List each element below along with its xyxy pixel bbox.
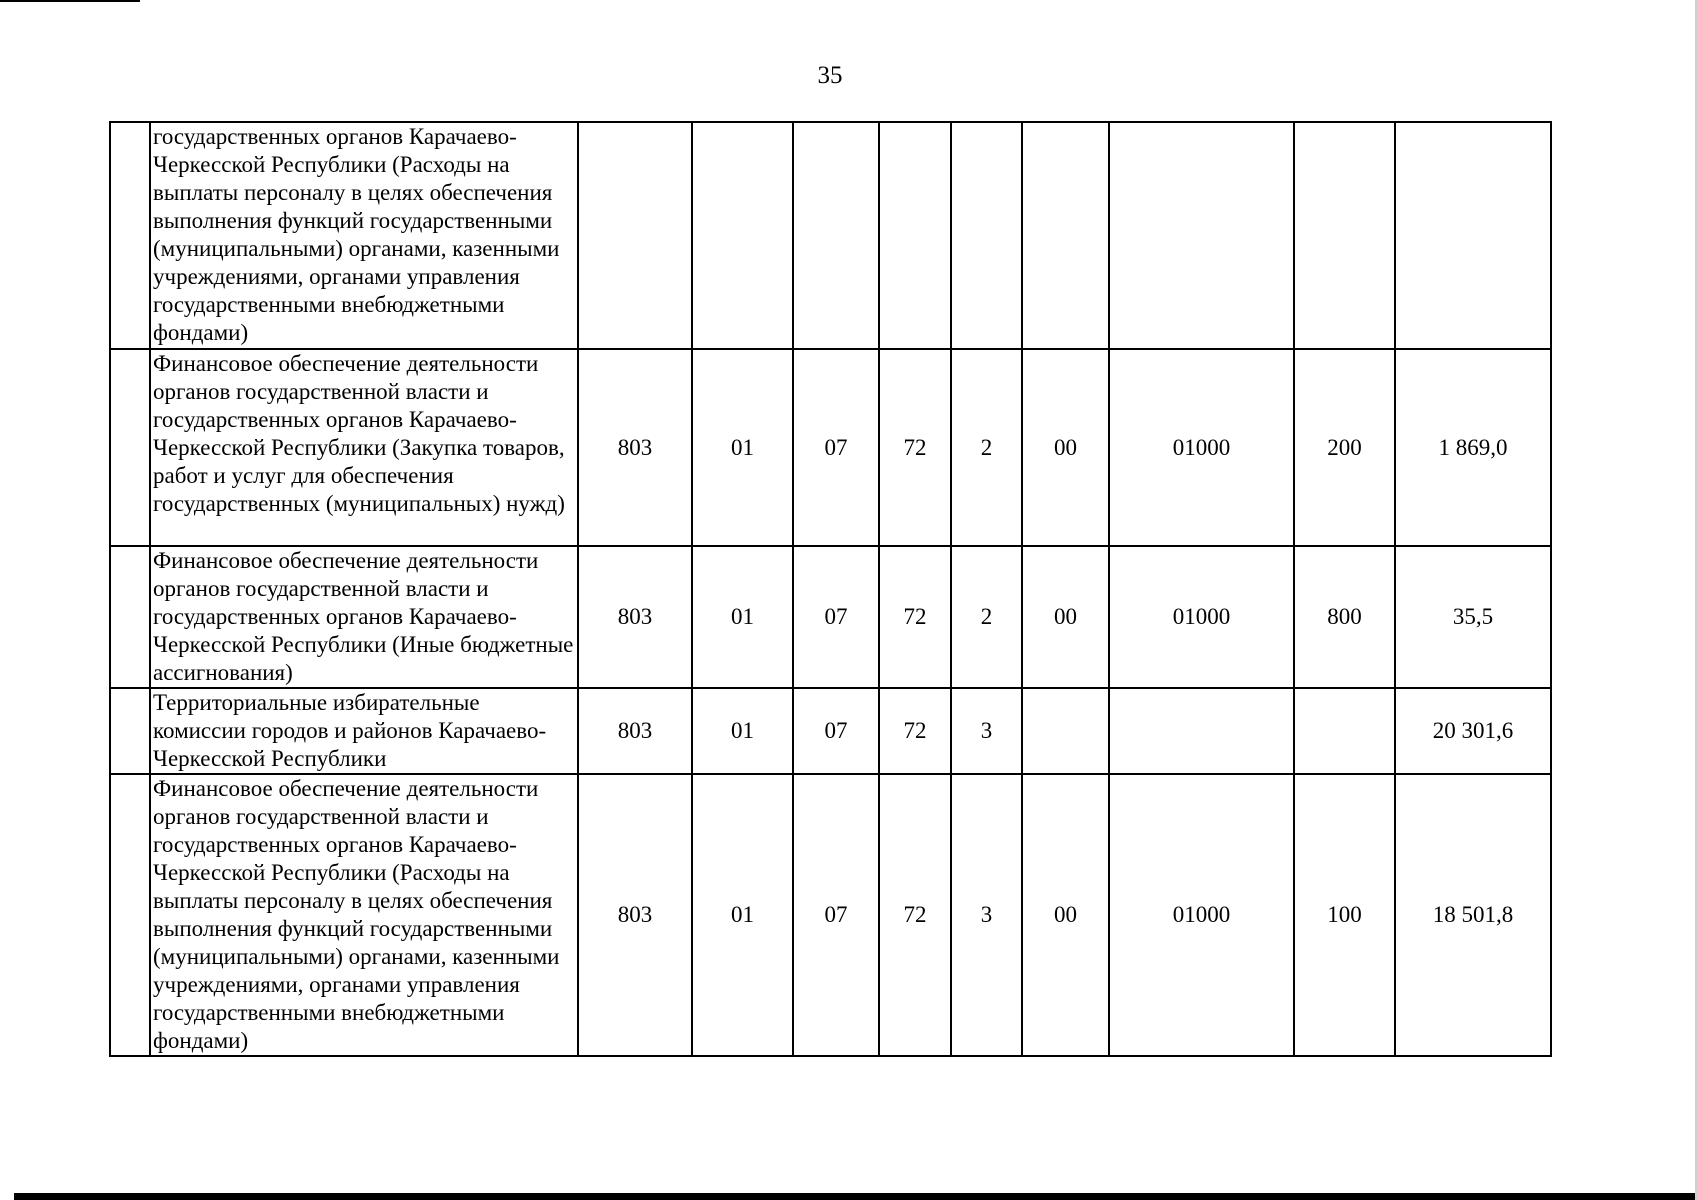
table-row	[110, 349, 1551, 546]
ministry-cell: 803	[578, 546, 692, 688]
ministry-cell: 803	[578, 688, 692, 774]
section-cell	[692, 122, 793, 349]
main-event-cell: 00	[1022, 774, 1109, 1056]
amount-cell: 20 301,6	[1395, 688, 1551, 774]
main-event-cell	[1022, 688, 1109, 774]
page-number: 35	[817, 62, 843, 89]
program-cell: 72	[879, 774, 951, 1056]
section-cell: 01	[692, 546, 793, 688]
row-index-cell	[110, 688, 150, 774]
subprogram-cell	[951, 122, 1022, 349]
row-index-cell	[110, 122, 150, 349]
section-cell: 01	[692, 349, 793, 546]
budget-table	[109, 121, 1552, 1057]
section-cell: 01	[692, 774, 793, 1056]
expense-type-cell: 100	[1294, 774, 1395, 1056]
expense-type-cell: 200	[1294, 349, 1395, 546]
section-cell: 01	[692, 688, 793, 774]
ministry-cell	[578, 122, 692, 349]
subprogram-cell: 3	[951, 774, 1022, 1056]
subprogram-cell: 2	[951, 546, 1022, 688]
ministry-cell: 803	[578, 774, 692, 1056]
program-cell	[879, 122, 951, 349]
subsection-cell: 07	[793, 688, 879, 774]
amount-cell	[1395, 122, 1551, 349]
subsection-cell: 07	[793, 546, 879, 688]
program-cell: 72	[879, 688, 951, 774]
subsection-cell	[793, 122, 879, 349]
row-index-cell	[110, 546, 150, 688]
description-cell: Финансовое обеспечение деятельности органов государственной власти и государственных органов Карачаево-Черкесской Республики (Иные бюджетные ассигнования)	[150, 546, 578, 688]
expense-type-cell	[1294, 122, 1395, 349]
table-row	[110, 774, 1551, 1056]
table-row	[110, 546, 1551, 688]
description-cell: Финансовое обеспечение деятельности органов государственной власти и государственных органов Карачаево-Черкесской Республики (Расходы на выплаты персоналу в целях обеспечения выполнения функций государственными (муниципальными) органами, казенными учреждениями, органами управления государственными внебюджетными фондами)	[150, 774, 578, 1056]
program-cell: 72	[879, 349, 951, 546]
direction-cell	[1109, 122, 1294, 349]
amount-cell: 1 869,0	[1395, 349, 1551, 546]
amount-cell: 18 501,8	[1395, 774, 1551, 1056]
subprogram-cell: 2	[951, 349, 1022, 546]
expense-type-cell	[1294, 688, 1395, 774]
subsection-cell: 07	[793, 774, 879, 1056]
description-cell: Территориальные избирательные комиссии городов и районов Карачаево-Черкесской Республики	[150, 688, 578, 774]
top-rule	[0, 0, 140, 2]
description-cell: государственных органов Карачаево-Черкесской Республики (Расходы на выплаты персоналу в целях обеспечения выполнения функций государственными (муниципальными) органами, казенными учреждениями, органами управления государственными внебюджетными фондами)	[150, 122, 578, 349]
amount-cell: 35,5	[1395, 546, 1551, 688]
direction-cell: 01000	[1109, 349, 1294, 546]
subsection-cell: 07	[793, 349, 879, 546]
subprogram-cell: 3	[951, 688, 1022, 774]
direction-cell: 01000	[1109, 546, 1294, 688]
row-index-cell	[110, 349, 150, 546]
direction-cell	[1109, 688, 1294, 774]
main-event-cell: 00	[1022, 349, 1109, 546]
expense-type-cell: 800	[1294, 546, 1395, 688]
program-cell: 72	[879, 546, 951, 688]
main-event-cell: 00	[1022, 546, 1109, 688]
bottom-scan-border	[14, 1193, 1697, 1200]
description-cell: Финансовое обеспечение деятельности органов государственной власти и государственных органов Карачаево-Черкесской Республики (Закупка товаров, работ и услуг для обеспечения государственных (муниципальных) нужд)	[150, 349, 578, 546]
table-row	[110, 122, 1551, 349]
direction-cell: 01000	[1109, 774, 1294, 1056]
row-index-cell	[110, 774, 150, 1056]
table-row	[110, 688, 1551, 774]
ministry-cell: 803	[578, 349, 692, 546]
main-event-cell	[1022, 122, 1109, 349]
